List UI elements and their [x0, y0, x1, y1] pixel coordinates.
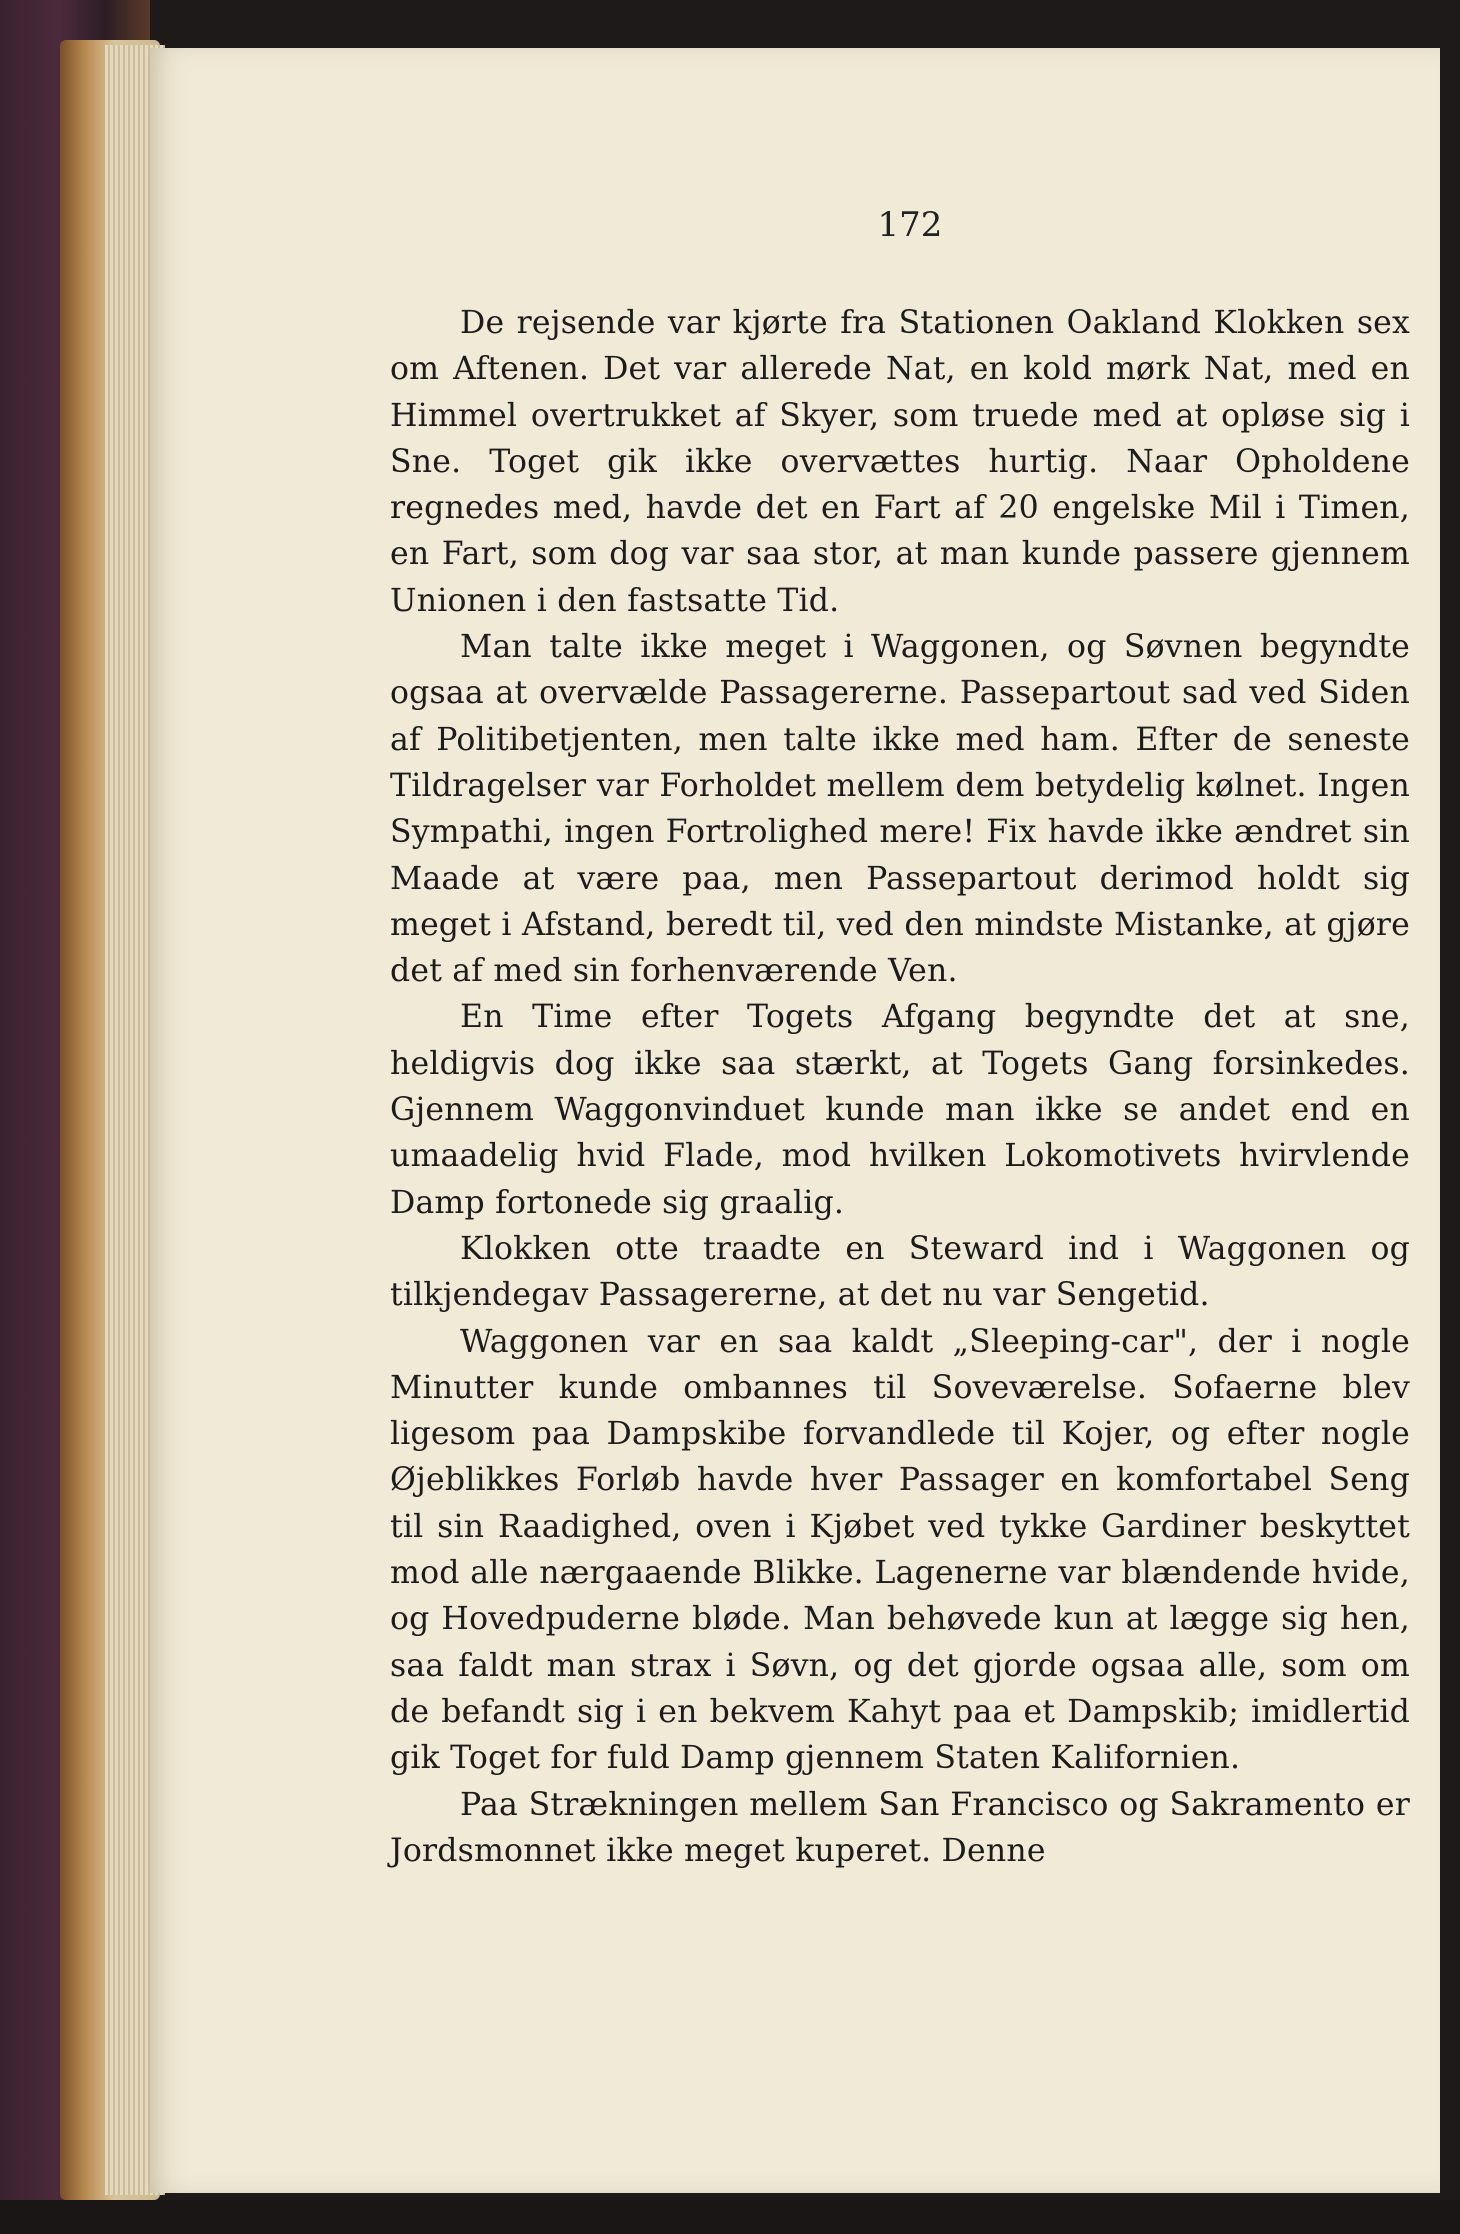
paragraph-4: Klokken otte traadte en Steward ind i Waggonen og tilkjendegav Passagererne, at det nu var Sengetid. [390, 1230, 1410, 1314]
paragraph-1: De rejsende var kjørte fra Stationen Oakland Klokken sex om Aftenen. Det var allerede Nat, en kold mørk Nat, med en Himmel overtrukket af Skyer, som truede med at opløse sig i Sne. Toget gik ikke overvættes hurtig. Naar Opholdene regnedes med, havde det en Fart af 20 engelske Mil i Timen, en Fart, som dog var saa stor, at man kunde passere gjennem Unionen i den fastsatte Tid. [390, 305, 1410, 619]
paragraph-5: Waggonen var en saa kaldt „Sleeping-car", der i nogle Minutter kunde ombannes til Soveværelse. Sofaerne blev ligesom paa Dampskibe forvandlede til Kojer, og efter nogle Øjeblikkes Forløb havde hver Passager en komfortabel Seng til sin Raadighed, oven i Kjøbet ved tykke Gardiner beskyttet mod alle nærgaaende Blikke. Lagenerne var blændende hvide, og Hovedpuderne bløde. Man behøvede kun at lægge sig hen, saa faldt man strax i Søvn, og det gjorde ogsaa alle, som om de befandt sig i en bekvem Kahyt paa et Dampskib; imidlertid gik Toget for fuld Damp gjennem Staten Kalifornien. [390, 1323, 1410, 1777]
paragraph-6: Paa Strækningen mellem San Francisco og Sakramento er Jordsmonnet ikke meget kuperet. Denne [390, 1786, 1410, 1869]
page-number: 172 [877, 205, 943, 245]
background-strip [0, 2200, 1460, 2234]
body-text [390, 300, 1410, 1874]
paragraph-2: Man talte ikke meget i Waggonen, og Søvnen begyndte ogsaa at overvælde Passagererne. Passepartout sad ved Siden af Politibetjenten, men talte ikke med ham. Efter de seneste Tildragelser var Forholdet mellem dem betydelig kølnet. Ingen Sympathi, ingen Fortrolighed mere! Fix havde ikke ændret sin Maade at være paa, men Passepartout derimod holdt sig meget i Afstand, beredt til, ved den mindste Mistanke, at gjøre det af med sin forhenværende Ven. [390, 629, 1410, 990]
paragraph-3: En Time efter Togets Afgang begyndte det at sne, heldigvis dog ikke saa stærkt, at Togets Gang forsinkedes. Gjennem Waggonvinduet kunde man ikke se andet end en umaadelig hvid Flade, mod hvilken Lokomotivets hvirvlende Damp fortonede sig graalig. [390, 999, 1410, 1221]
